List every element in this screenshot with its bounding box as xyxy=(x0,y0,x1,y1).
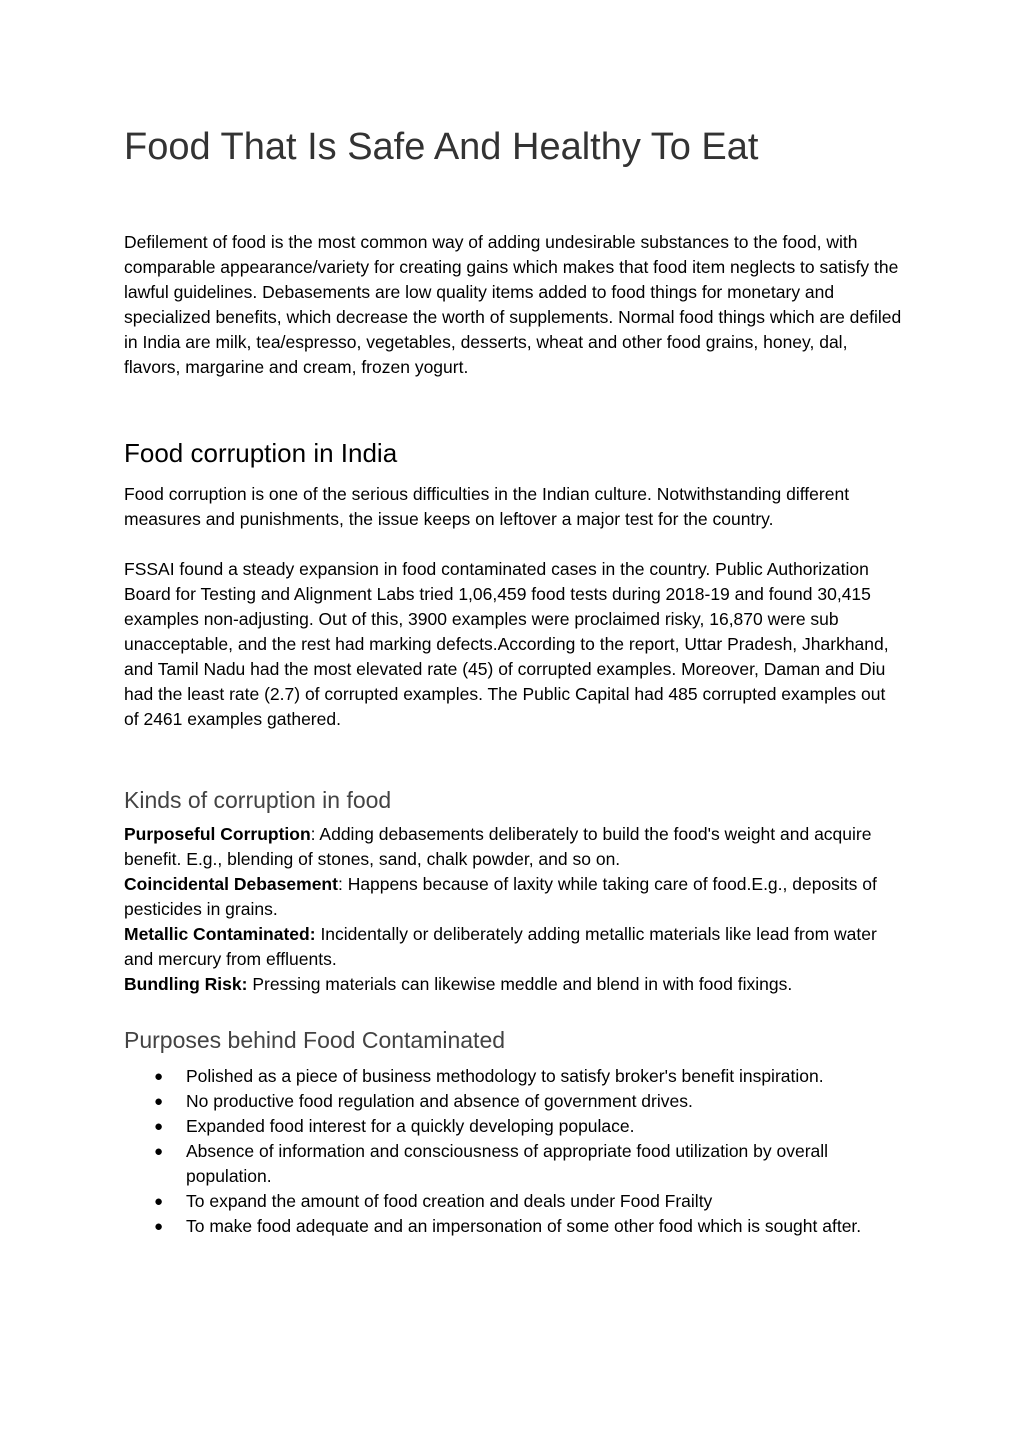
section-heading-kinds: Kinds of corruption in food xyxy=(124,787,392,813)
kind-term: Metallic Contaminated: xyxy=(124,924,316,944)
purposes-list xyxy=(124,1064,904,1239)
list-item xyxy=(124,1189,886,1214)
kind-item xyxy=(124,972,904,997)
page-title: Food That Is Safe And Healthy To Eat xyxy=(124,126,759,168)
bullet-icon: ● xyxy=(154,1218,164,1235)
kind-term: Bundling Risk: xyxy=(124,974,248,994)
bullet-icon: ● xyxy=(154,1193,164,1210)
india-paragraph-2: FSSAI found a steady expansion in food contaminated cases in the country. Public Authorization Board for Testing and Alignment Labs tried 1,06,459 food tests during 2018-19 and found 30,415 examples non-adjusting. Out of this, 3900 examples were proclaimed risky, 16,870 were sub unacceptable, and the rest had marking defects.According to the report, Uttar Pradesh, Jharkhand, and Tamil Nadu had the most elevated rate (45) of corrupted examples. Moreover, Daman and Diu had the least rate (2.7) of corrupted examples. The Public Capital had 485 corrupted examples out of 2461 examples gathered. xyxy=(124,559,889,729)
kind-text: Incidentally or deliberately adding metallic materials like lead from water and mercury from effluents. xyxy=(124,924,877,969)
kind-separator: : xyxy=(337,874,348,894)
list-item xyxy=(124,1114,886,1139)
list-item-text: Absence of information and consciousness of appropriate food utilization by overall population. xyxy=(186,1141,829,1186)
kind-text: Adding debasements deliberately to build the food's weight and acquire benefit. E.g., blending of stones, sand, chalk powder, and so on. xyxy=(124,824,872,869)
kind-text: Happens because of laxity while taking care of food.E.g., deposits of pesticides in grains. xyxy=(124,874,877,919)
kind-term: Purposeful Corruption xyxy=(124,824,311,844)
list-item-text: No productive food regulation and absence of government drives. xyxy=(186,1091,693,1111)
kind-item xyxy=(124,822,904,872)
list-item-text: To make food adequate and an impersonation of some other food which is sought after. xyxy=(186,1216,862,1236)
kind-item xyxy=(124,922,904,972)
list-item-text: To expand the amount of food creation and deals under Food Frailty xyxy=(186,1191,713,1211)
list-item-text: Polished as a piece of business methodology to satisfy broker's benefit inspiration. xyxy=(186,1066,824,1086)
bullet-icon: ● xyxy=(154,1118,164,1135)
kinds-list xyxy=(124,822,904,997)
india-paragraph-1: Food corruption is one of the serious difficulties in the Indian culture. Notwithstanding different measures and punishments, the issue keeps on leftover a major test for the country. xyxy=(124,484,850,529)
kind-term: Coincidental Debasement xyxy=(124,874,338,894)
section-heading-purposes: Purposes behind Food Contaminated xyxy=(124,1027,506,1053)
list-item xyxy=(124,1089,886,1114)
kind-separator: : xyxy=(310,824,320,844)
list-item xyxy=(124,1214,886,1239)
list-item-text: Expanded food interest for a quickly developing populace. xyxy=(186,1116,635,1136)
list-item xyxy=(124,1139,886,1189)
bullet-icon: ● xyxy=(154,1093,164,1110)
bullet-icon: ● xyxy=(154,1068,164,1085)
kind-text: Pressing materials can likewise meddle and blend in with food fixings. xyxy=(252,974,793,994)
intro-paragraph: Defilement of food is the most common way of adding undesirable substances to the food, with comparable appearance/variety for creating gains which makes that food item neglects to satisfy the lawful guidelines. Debasements are low quality items added to food things for monetary and specialized benefits, which decrease the worth of supplements. Normal food things which are defiled in India are milk, tea/espresso, vegetables, desserts, wheat and other food grains, honey, dal, flavors, margarine and cream, frozen yogurt. xyxy=(124,232,902,377)
bullet-icon: ● xyxy=(154,1143,164,1160)
kind-item xyxy=(124,872,904,922)
list-item xyxy=(124,1064,886,1089)
section-heading-india: Food corruption in India xyxy=(124,438,398,468)
